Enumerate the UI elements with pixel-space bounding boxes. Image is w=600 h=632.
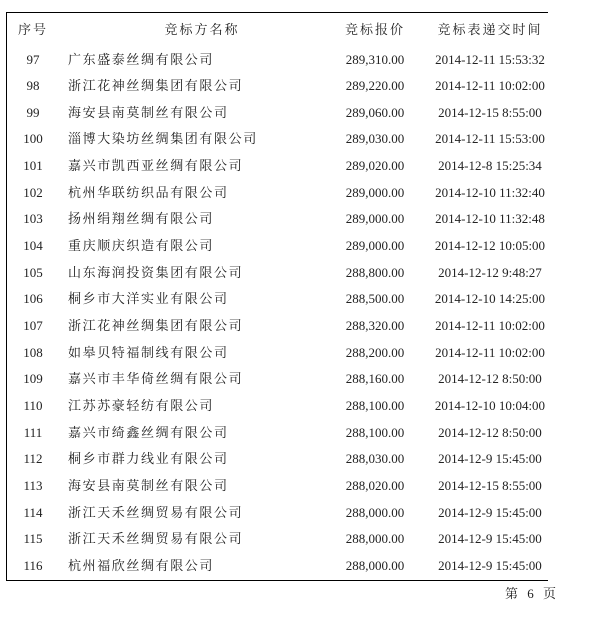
table-row <box>0 153 600 180</box>
cell-no: 104 <box>23 238 43 254</box>
table-row <box>0 526 600 553</box>
cell-no: 97 <box>26 51 40 67</box>
cell-no: 107 <box>23 318 43 333</box>
cell-no: 115 <box>23 531 43 547</box>
cell-time: 2014-12-11 10:02:00 <box>435 318 545 333</box>
cell-name: 海安县南莫制丝有限公司 <box>68 477 229 493</box>
cell-price: 289,030.00 <box>345 131 405 147</box>
cell-time: 2014-12-11 15:53:32 <box>435 51 545 67</box>
cell-name: 嘉兴市凯西亚丝绸有限公司 <box>68 158 244 174</box>
cell-price: 288,000.00 <box>345 504 405 520</box>
cell-name: 如皋贝特福制线有限公司 <box>68 344 229 360</box>
cell-name: 嘉兴市绮鑫丝绸有限公司 <box>68 424 229 440</box>
cell-no: 111 <box>23 424 43 440</box>
cell-price: 289,020.00 <box>345 158 405 174</box>
cell-no: 105 <box>23 264 43 280</box>
cell-no: 114 <box>23 504 43 520</box>
cell-time: 2014-12-9 15:45:00 <box>438 504 542 520</box>
table-row <box>0 180 600 207</box>
table-row <box>0 446 600 473</box>
table-row <box>0 420 600 447</box>
cell-time: 2014-12-11 15:53:00 <box>435 131 545 147</box>
table-row <box>0 393 600 420</box>
cell-time: 2014-12-9 15:45:00 <box>438 451 542 467</box>
table-row <box>0 286 600 313</box>
cell-name: 海安县南莫制丝有限公司 <box>68 104 229 120</box>
cell-time: 2014-12-12 8:50:00 <box>438 424 542 440</box>
cell-no: 100 <box>23 131 43 147</box>
cell-price: 288,100.00 <box>345 397 405 413</box>
table-row <box>0 366 600 393</box>
cell-price: 289,310.00 <box>345 51 405 67</box>
cell-price: 288,200.00 <box>345 344 405 360</box>
cell-time: 2014-12-11 10:02:00 <box>435 78 545 94</box>
header-name: 竞标方名称 <box>164 22 240 37</box>
cell-price: 288,000.00 <box>345 531 405 547</box>
cell-time: 2014-12-9 15:45:00 <box>438 531 542 547</box>
cell-name: 浙江花神丝绸集团有限公司 <box>68 78 244 94</box>
cell-price: 289,220.00 <box>345 78 405 94</box>
cell-price: 289,000.00 <box>345 184 405 200</box>
cell-price: 288,800.00 <box>345 264 405 280</box>
cell-name: 嘉兴市丰华倚丝绸有限公司 <box>68 371 244 387</box>
cell-no: 110 <box>23 397 43 413</box>
table-row <box>0 100 600 127</box>
cell-name: 广东盛泰丝绸有限公司 <box>68 51 215 67</box>
cell-time: 2014-12-15 8:55:00 <box>438 104 542 120</box>
cell-time: 2014-12-12 10:05:00 <box>434 238 546 254</box>
cell-name: 杭州华联纺织品有限公司 <box>68 184 229 200</box>
table-row <box>0 473 600 500</box>
cell-time: 2014-12-10 14:25:00 <box>434 291 546 307</box>
cell-price: 288,000.00 <box>345 557 405 573</box>
cell-time: 2014-12-12 8:50:00 <box>438 371 542 387</box>
cell-name: 山东海润投资集团有限公司 <box>68 264 244 280</box>
cell-name: 杭州福欣丝绸有限公司 <box>68 557 215 573</box>
cell-time: 2014-12-8 15:25:34 <box>438 158 542 174</box>
cell-no: 102 <box>23 184 43 200</box>
cell-time: 2014-12-9 15:45:00 <box>438 557 542 573</box>
cell-time: 2014-12-15 8:55:00 <box>438 477 542 493</box>
cell-time: 2014-12-12 9:48:27 <box>438 264 542 280</box>
cell-price: 288,030.00 <box>345 451 405 467</box>
table-row <box>0 260 600 287</box>
cell-price: 289,000.00 <box>345 211 405 227</box>
cell-no: 101 <box>23 158 43 174</box>
table-row <box>0 73 600 100</box>
cell-no: 98 <box>26 78 40 94</box>
cell-price: 288,320.00 <box>345 318 405 333</box>
cell-name: 浙江天禾丝绸贸易有限公司 <box>68 504 244 520</box>
cell-name: 淄博大染坊丝绸集团有限公司 <box>68 131 258 147</box>
cell-time: 2014-12-10 11:32:48 <box>435 211 545 227</box>
cell-price: 288,500.00 <box>345 291 405 307</box>
table-row <box>0 233 600 260</box>
cell-name: 桐乡市大洋实业有限公司 <box>68 291 229 307</box>
cell-name: 浙江花神丝绸集团有限公司 <box>68 318 244 333</box>
cell-no: 99 <box>26 104 40 120</box>
cell-time: 2014-12-11 10:02:00 <box>435 344 545 360</box>
cell-no: 112 <box>23 451 43 467</box>
page-number: 第 6 页 <box>505 586 560 601</box>
cell-price: 289,000.00 <box>345 238 405 254</box>
cell-no: 106 <box>23 291 43 307</box>
cell-name: 重庆顺庆织造有限公司 <box>68 238 215 254</box>
cell-no: 116 <box>23 557 43 573</box>
header-no: 序号 <box>18 22 49 37</box>
table-row <box>0 500 600 527</box>
table-row <box>0 313 600 340</box>
table-row <box>0 126 600 153</box>
table-header <box>0 17 600 44</box>
header-time: 竞标表递交时间 <box>437 22 543 37</box>
cell-name: 浙江天禾丝绸贸易有限公司 <box>68 531 244 547</box>
cell-no: 103 <box>23 211 43 227</box>
cell-no: 108 <box>23 344 43 360</box>
table-row <box>0 553 600 580</box>
cell-name: 扬州绢翔丝绸有限公司 <box>68 211 215 227</box>
header-price: 竞标报价 <box>344 22 405 37</box>
cell-name: 桐乡市群力线业有限公司 <box>68 451 229 467</box>
cell-price: 288,160.00 <box>345 371 405 387</box>
cell-time: 2014-12-10 10:04:00 <box>434 397 546 413</box>
cell-price: 288,100.00 <box>345 424 405 440</box>
table-row <box>0 47 600 74</box>
cell-name: 江苏苏豪轻纺有限公司 <box>68 397 215 413</box>
table-row <box>0 206 600 233</box>
cell-time: 2014-12-10 11:32:40 <box>435 184 545 200</box>
cell-no: 109 <box>23 371 43 387</box>
table-row <box>0 340 600 367</box>
cell-no: 113 <box>23 477 43 493</box>
cell-price: 289,060.00 <box>345 104 405 120</box>
cell-price: 288,020.00 <box>345 477 405 493</box>
